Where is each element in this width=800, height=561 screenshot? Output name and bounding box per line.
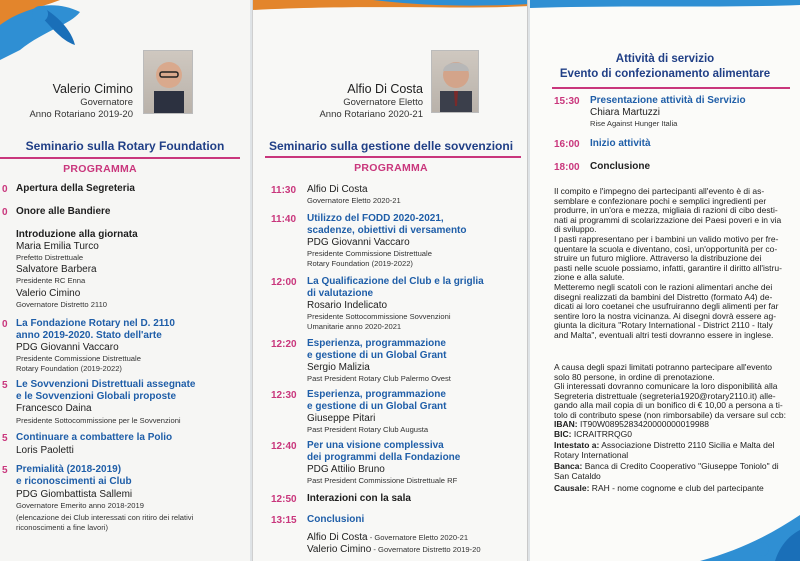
item-title: e gestione di un Global Grant xyxy=(307,401,447,412)
item-title: Le Sovvenzioni Distrettuali assegnate xyxy=(16,379,196,390)
speaker: PDG Giombattista Sallemi xyxy=(16,489,133,500)
item-time: 5 xyxy=(2,465,8,476)
causale-line: Causale: RAH - nome cognome e club del partecipante xyxy=(554,483,764,493)
speaker-role: Governatore Eletto 2020-21 xyxy=(307,196,401,205)
item-time: 11:30 xyxy=(271,185,297,196)
item-title: Inizio attività xyxy=(590,138,651,149)
paragraph-line: nati ai programmi di scolarizzazione dei Paesi poveri e in via xyxy=(554,214,782,225)
item-title: e le Sovvenzioni Globali proposte xyxy=(16,391,177,402)
speaker-role: Umanitarie anno 2020-2021 xyxy=(307,322,402,331)
speaker-role: Governatore Eletto xyxy=(343,97,423,108)
speaker-role: Rise Against Hunger Italia xyxy=(590,119,678,128)
governor-photo xyxy=(143,50,193,114)
item-title: Apertura della Segreteria xyxy=(16,183,135,194)
speaker-role: Past President Rotary Club Palermo Ovest xyxy=(307,374,451,383)
item-time: 18:00 xyxy=(554,162,580,173)
divider xyxy=(265,156,521,158)
paragraph-line: and Malta", eventuali altri testi dovranno essere in inglese. xyxy=(554,329,774,340)
paragraph-line: A causa degli spazi limitati potranno partecipare all'evento xyxy=(554,362,773,372)
banca-line: Banca: Banca di Credito Cooperativo "Giuseppe Toniolo" di xyxy=(554,461,779,471)
booking-paragraph xyxy=(554,363,786,421)
seminar-title: Seminario sulla gestione delle sovvenzioni xyxy=(268,139,514,153)
speaker-year: Anno Rotariano 2020-21 xyxy=(319,109,423,120)
item-time: 5 xyxy=(2,433,8,444)
speaker: PDG Giovanni Vaccaro xyxy=(16,342,119,353)
speaker: Alfio Di Costa xyxy=(307,184,368,195)
speaker: Chiara Martuzzi xyxy=(590,107,661,118)
item-title: Conclusione xyxy=(590,161,651,172)
speaker-role: Prefetto Distrettuale xyxy=(16,253,84,262)
speaker: Loris Paoletti xyxy=(16,445,74,456)
speaker-role: Past President Commissione Distrettuale RF xyxy=(307,476,458,485)
panel-sovvenzioni xyxy=(252,0,528,561)
paragraph-line: disegni realizzati da bambini del Distretto (formato A4) de- xyxy=(554,291,773,302)
item-title: Per una visione complessiva xyxy=(307,440,444,451)
speaker: Sergio Malizia xyxy=(307,362,370,373)
item-title: scadenze, obiettivi di versamento xyxy=(307,225,467,236)
item-title: di valutazione xyxy=(307,288,374,299)
speaker-role: Governatore Distretto 2110 xyxy=(16,300,108,309)
paragraph-line: semblare e confezionare pochi e semplici ingredienti per xyxy=(554,195,767,206)
speaker-role: Presidente Commissione Distrettuale xyxy=(307,249,432,258)
iban-line: IBAN: IT90W0895283420000000019988 xyxy=(554,419,710,429)
speaker-name: Alfio Di Costa xyxy=(347,82,423,96)
speaker-role: - Governatore Distretto 2019-20 xyxy=(371,545,481,554)
item-title: dei programmi della Fondazione xyxy=(307,452,461,463)
item-time: 11:40 xyxy=(271,214,297,225)
paragraph-line: quentare la scuola e diventano, così, un'opportunità per co- xyxy=(554,243,778,254)
speaker: Salvatore Barbera xyxy=(16,264,97,275)
paragraph-line: zione e alla salute. xyxy=(554,272,625,283)
item-time: 12:00 xyxy=(271,277,297,288)
item-time: 0 xyxy=(2,184,8,195)
paragraph-line: di sviluppo. xyxy=(554,224,597,235)
seminar-title: Seminario sulla Rotary Foundation xyxy=(25,139,225,153)
speaker-role: Presidente Sottocommissione per le Sovvenzioni xyxy=(16,416,181,425)
governor-elect-photo xyxy=(431,50,479,113)
item-title: e gestione di un Global Grant xyxy=(307,350,447,361)
item-title: La Qualificazione del Club e la griglia xyxy=(307,276,484,287)
panel-rotary-foundation xyxy=(0,0,250,561)
paragraph-line: solo 80 persone, in ordine di prenotazione. xyxy=(554,371,715,382)
speaker: PDG Giovanni Vaccaro xyxy=(307,237,410,248)
divider xyxy=(552,87,790,89)
speaker: Francesco Daina xyxy=(16,403,92,414)
speaker-role: Presidente Sottocommissione Sovvenzioni xyxy=(307,312,451,321)
panel-service-activity xyxy=(530,0,800,561)
item-time: 13:15 xyxy=(271,515,297,526)
speaker-name: Valerio Cimino xyxy=(52,82,133,96)
program-heading: PROGRAMMA xyxy=(63,163,137,175)
note: riconoscimenti a fine lavori) xyxy=(16,523,109,532)
item-title: Introduzione alla giornata xyxy=(16,229,138,240)
item-title: Utilizzo del FODD 2020-2021, xyxy=(307,213,444,224)
speaker: Valerio Cimino xyxy=(307,544,372,555)
speaker: Giuseppe Pitari xyxy=(307,413,376,424)
intestato-line-2: Rotary International xyxy=(554,450,629,460)
intestato-line: Intestato a: Associazione Distretto 2110 Sicilia e Malta del xyxy=(554,440,775,450)
item-title: Presentazione attività di Servizio xyxy=(590,95,746,106)
paragraph-line: sentire loro la nostra vicinanza. Ai disegni dovrà essere ag- xyxy=(554,310,777,321)
decorative-swirl-icon xyxy=(530,0,800,14)
item-time: 12:30 xyxy=(271,390,297,401)
divider xyxy=(0,157,240,159)
item-title: La Fondazione Rotary nel D. 2110 xyxy=(16,318,175,329)
item-title: anno 2019-2020. Stato dell'arte xyxy=(16,330,162,341)
item-time: 12:40 xyxy=(271,441,297,452)
speaker-role: Presidente Commissione Distrettuale xyxy=(16,354,141,363)
speaker-role: Presidente RC Enna xyxy=(16,276,86,285)
paragraph-line: struire un futuro migliore. Attraverso la distribuzione dei xyxy=(554,253,762,264)
speaker-role: Governatore xyxy=(80,97,133,108)
item-time: 0 xyxy=(2,319,8,330)
item-title: Esperienza, programmazione xyxy=(307,389,446,400)
item-title: e riconoscimenti ai Club xyxy=(16,476,132,487)
paragraph-line: gando alla mail copia di un bonifico di € 10,00 a persona a ti- xyxy=(554,400,783,411)
paragraph-line: I pasti rappresentano per i bambini un valido motivo per fre- xyxy=(554,233,779,244)
item-time: 5 xyxy=(2,380,8,391)
speaker: Maria Emilia Turco xyxy=(16,241,99,252)
paragraph-line: Segreteria distrettuale (segreteria1920@rotary2110.it) alle- xyxy=(554,390,776,401)
item-time: 16:00 xyxy=(554,139,580,150)
banca-line-2: San Cataldo xyxy=(554,471,601,481)
note: (elencazione dei Club interessati con ritiro dei relativi xyxy=(16,513,194,522)
program-heading: PROGRAMMA xyxy=(354,162,428,174)
item-title: Conclusioni xyxy=(307,514,365,525)
item-time: 0 xyxy=(2,207,8,218)
item-title: Premialità (2018-2019) xyxy=(16,464,122,475)
item-title: Interazioni con la sala xyxy=(307,493,411,504)
paragraph-line: tolo di contributo spese (non rimborsabile) da versare sul ccb: xyxy=(554,409,786,420)
description-paragraph xyxy=(554,187,782,341)
item-title: Onore alle Bandiere xyxy=(16,206,111,217)
item-time: 12:20 xyxy=(271,339,297,350)
bic-line: BIC: ICRAITRRQG0 xyxy=(554,429,632,439)
paragraph-line: Metteremo negli scatoli con le razioni alimentari anche dei xyxy=(554,281,773,292)
paragraph-line: dicati ai loro coetanei che usufruiranno degli alimenti per far xyxy=(554,301,779,312)
speaker: PDG Attilio Bruno xyxy=(307,464,385,475)
speaker: Rosario Indelicato xyxy=(307,300,388,311)
decorative-swirl-icon xyxy=(680,505,800,561)
item-title: Continuare a combattere la Polio xyxy=(16,432,173,443)
item-time: 15:30 xyxy=(554,96,580,107)
panel-subtitle: Evento di confezionamento alimentare xyxy=(559,68,771,80)
paragraph-line: giunta la dicitura "Rotary International - District 2110 - Italy xyxy=(554,320,773,331)
speaker: Alfio Di Costa xyxy=(307,532,368,543)
speaker-role: - Governatore Eletto 2020-21 xyxy=(367,533,469,542)
decorative-swirl-icon xyxy=(253,0,528,14)
speaker-role: Rotary Foundation (2019-2022) xyxy=(307,259,413,268)
speaker-role: Past President Rotary Club Augusta xyxy=(307,425,429,434)
paragraph-line: Gli interessati dovranno comunicare la loro disponibilità alla xyxy=(554,381,778,392)
paragraph-line: pasti nelle scuole possiamo, infatti, garantire il diritto all'istru- xyxy=(554,262,782,273)
speaker-year: Anno Rotariano 2019-20 xyxy=(29,109,133,120)
item-time: 12:50 xyxy=(271,494,297,505)
speaker-role: Rotary Foundation (2019-2022) xyxy=(16,364,122,373)
paragraph-line: produrre, in un'ora e mezza, migliaia di razioni di cibo desti- xyxy=(554,205,778,216)
paragraph-line: Il compito e l'impegno dei partecipanti all'evento è di as- xyxy=(554,186,765,196)
item-title: Esperienza, programmazione xyxy=(307,338,446,349)
speaker-role: Governatore Emerito anno 2018-2019 xyxy=(16,501,144,510)
speaker: Valerio Cimino xyxy=(16,288,81,299)
panel-title: Attività di servizio xyxy=(615,53,715,65)
decorative-swirl-icon xyxy=(0,0,120,60)
